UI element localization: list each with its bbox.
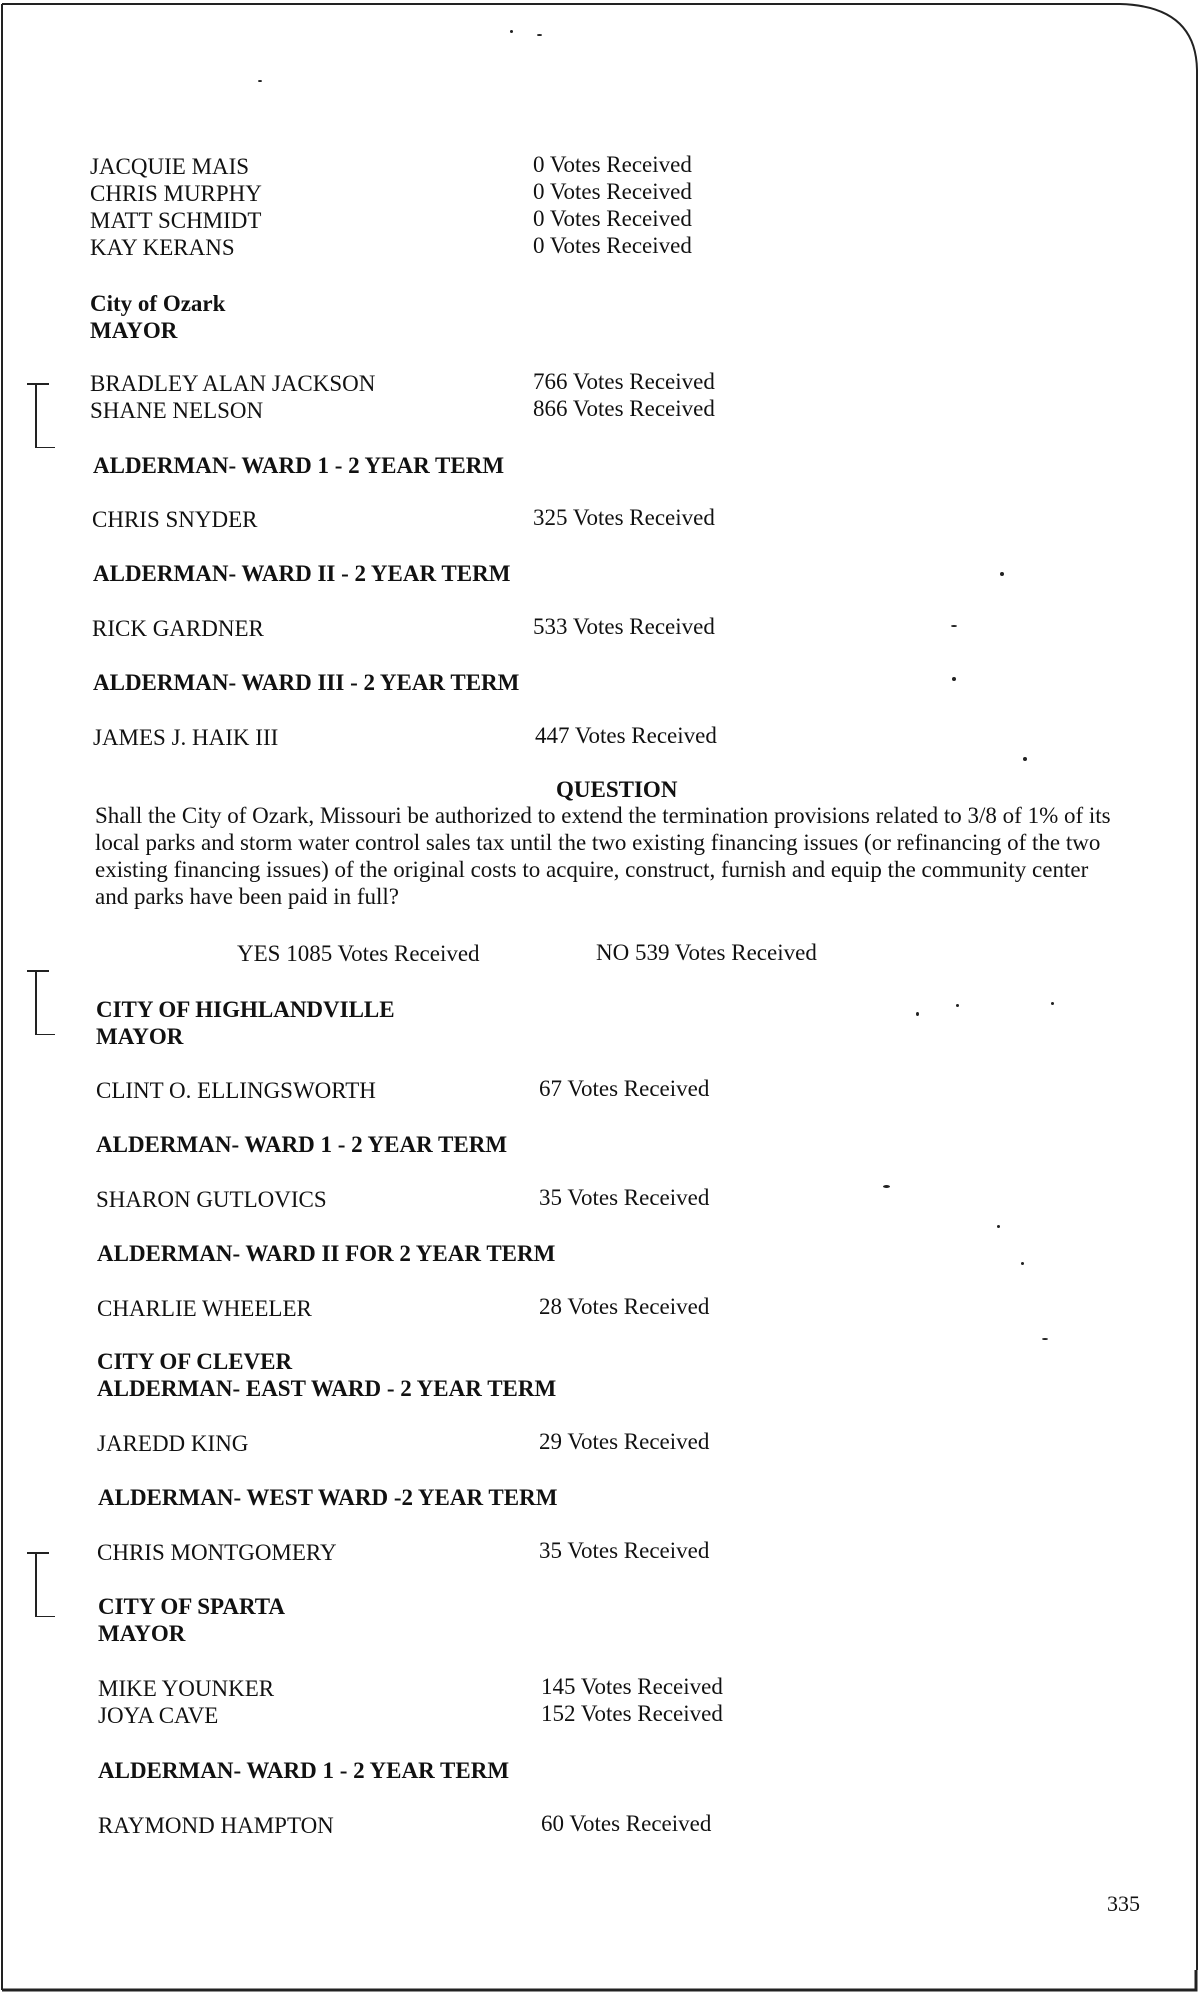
scan-speck	[510, 30, 513, 33]
vote-count: 866 Votes Received	[533, 396, 715, 421]
office-heading: ALDERMAN- WARD 1 - 2 YEAR TERM	[96, 1132, 508, 1157]
candidate-name: RICK GARDNER	[92, 616, 264, 641]
margin-bracket	[35, 1552, 55, 1617]
scan-speck	[956, 1004, 959, 1007]
city-heading: CITY OF HIGHLANDVILLE	[96, 997, 395, 1022]
scan-speck	[1023, 757, 1027, 761]
scan-speck	[1042, 1338, 1048, 1340]
candidate-name: JAREDD KING	[97, 1431, 249, 1456]
vote-count: 28 Votes Received	[539, 1294, 710, 1319]
yes-vote-count: YES 1085 Votes Received	[237, 941, 480, 966]
office-heading: ALDERMAN- EAST WARD - 2 YEAR TERM	[97, 1376, 557, 1401]
candidate-name: CLINT O. ELLINGSWORTH	[96, 1078, 376, 1103]
vote-count: 533 Votes Received	[533, 614, 715, 639]
vote-count: 0 Votes Received	[533, 233, 692, 258]
candidate-name: KAY KERANS	[90, 235, 235, 260]
candidate-name: BRADLEY ALAN JACKSON	[90, 371, 376, 396]
candidate-name: CHARLIE WHEELER	[97, 1296, 312, 1321]
vote-count: 152 Votes Received	[541, 1701, 723, 1726]
candidate-name: SHANE NELSON	[90, 398, 264, 423]
city-heading: CITY OF CLEVER	[97, 1349, 293, 1374]
vote-count: 35 Votes Received	[539, 1185, 710, 1210]
candidate-name: CHRIS MURPHY	[90, 181, 262, 206]
no-vote-count: NO 539 Votes Received	[596, 940, 817, 965]
office-heading: ALDERMAN- WARD II - 2 YEAR TERM	[93, 561, 511, 586]
candidate-name: JOYA CAVE	[98, 1703, 219, 1728]
question-heading: QUESTION	[556, 777, 678, 802]
scan-speck	[258, 80, 262, 82]
question-text: Shall the City of Ozark, Missouri be authorized to extend the termination provisions related to 3/8 of 1% of its local parks and storm water control sales tax until the two existing financing issues (or refinancing of the two existing financing issues) of the original costs to acquire, construct, furnish and equip the community center and parks have been paid in full?	[95, 803, 1111, 909]
scan-speck	[1021, 1262, 1024, 1265]
candidate-name: SHARON GUTLOVICS	[96, 1187, 327, 1212]
candidate-name: JACQUIE MAIS	[90, 154, 250, 179]
scan-speck	[951, 625, 957, 627]
scan-speck	[916, 1012, 919, 1016]
office-heading: ALDERMAN- WARD II FOR 2 YEAR TERM	[97, 1241, 556, 1266]
scan-speck	[883, 1185, 890, 1188]
vote-count: 29 Votes Received	[539, 1429, 710, 1454]
scan-speck	[997, 1225, 1000, 1228]
office-heading: ALDERMAN- WARD 1 - 2 YEAR TERM	[93, 453, 505, 478]
page-number: 335	[1107, 1891, 1140, 1916]
office-heading: MAYOR	[98, 1621, 186, 1646]
candidate-name: MATT SCHMIDT	[90, 208, 262, 233]
candidate-name: CHRIS SNYDER	[92, 507, 258, 532]
candidate-name: MIKE YOUNKER	[98, 1676, 275, 1701]
vote-count: 145 Votes Received	[541, 1674, 723, 1699]
city-heading: City of Ozark	[90, 291, 226, 316]
vote-count: 67 Votes Received	[539, 1076, 710, 1101]
office-heading: ALDERMAN- WARD 1 - 2 YEAR TERM	[98, 1758, 510, 1783]
vote-count: 447 Votes Received	[535, 723, 717, 748]
office-heading: MAYOR	[90, 318, 178, 343]
vote-count: 0 Votes Received	[533, 152, 692, 177]
office-heading: ALDERMAN- WARD III - 2 YEAR TERM	[93, 670, 520, 695]
scan-speck	[952, 677, 956, 681]
office-heading: MAYOR	[96, 1024, 184, 1049]
city-heading: CITY OF SPARTA	[98, 1594, 286, 1619]
vote-count: 325 Votes Received	[533, 505, 715, 530]
margin-bracket	[35, 970, 55, 1035]
candidate-name: JAMES J. HAIK III	[93, 725, 279, 750]
margin-bracket	[35, 383, 55, 448]
candidate-name: CHRIS MONTGOMERY	[97, 1540, 337, 1565]
scan-speck	[1051, 1002, 1054, 1005]
vote-count: 766 Votes Received	[533, 369, 715, 394]
office-heading: ALDERMAN- WEST WARD -2 YEAR TERM	[98, 1485, 558, 1510]
candidate-name: RAYMOND HAMPTON	[98, 1813, 334, 1838]
vote-count: 0 Votes Received	[533, 179, 692, 204]
vote-count: 0 Votes Received	[533, 206, 692, 231]
vote-count: 60 Votes Received	[541, 1811, 712, 1836]
vote-count: 35 Votes Received	[539, 1538, 710, 1563]
scan-speck	[1000, 572, 1004, 576]
scan-speck	[537, 34, 542, 36]
